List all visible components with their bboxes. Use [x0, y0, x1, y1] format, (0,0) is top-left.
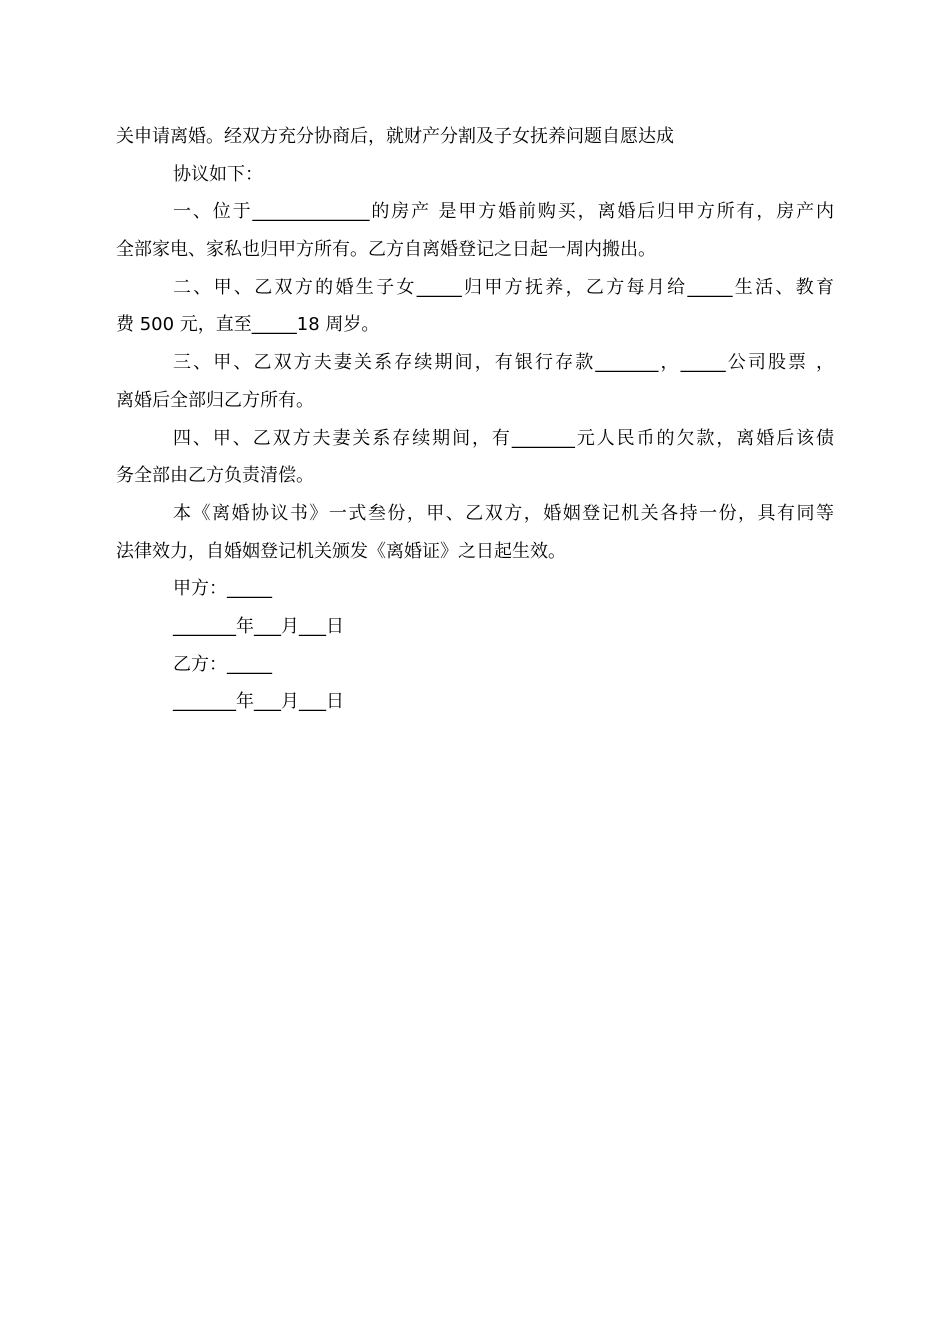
validity-line-2: 法律效力，自婚姻登记机关颁发《离婚证》之日起生效。 [116, 540, 566, 562]
clause-two-line-2: 费 500 元，直至_____18 周岁。 [116, 314, 380, 336]
validity-line-1: 本《离婚协议书》一式叁份，甲、乙双方，婚姻登记机关各持一份，具有同等 [173, 502, 834, 524]
party-a-date: _______年___月___日 [173, 615, 344, 637]
clause-four-line-2: 务全部由乙方负责清偿。 [116, 465, 314, 487]
paragraph-line-2: 协议如下： [173, 163, 263, 185]
clause-four-line-1: 四、甲、乙双方夫妻关系存续期间，有_______元人民币的欠款，离婚后该债 [173, 427, 834, 449]
clause-two-line-1: 二、甲、乙双方的婚生子女_____归甲方抚养，乙方每月给_____生活、教育 [173, 276, 834, 298]
agreement-body [116, 118, 834, 721]
party-b-date: _______年___月___日 [173, 691, 344, 713]
paragraph-line-1: 关申请离婚。经双方充分协商后，就财产分割及子女抚养问题自愿达成 [116, 126, 674, 147]
clause-one-line-1: 一、位于_____________的房产 是甲方婚前购买，离婚后归甲方所有，房产内 [173, 201, 834, 223]
party-a-signature: 甲方：_____ [173, 578, 272, 600]
clause-one-line-2: 全部家电、家私也归甲方所有。乙方自离婚登记之日起一周内搬出。 [116, 239, 656, 261]
clause-three-line-1: 三、甲、乙双方夫妻关系存续期间，有银行存款_______，_____公司股票 ， [173, 352, 834, 374]
party-b-signature: 乙方：_____ [173, 653, 272, 675]
clause-three-line-2: 离婚后全部归乙方所有。 [116, 389, 314, 411]
